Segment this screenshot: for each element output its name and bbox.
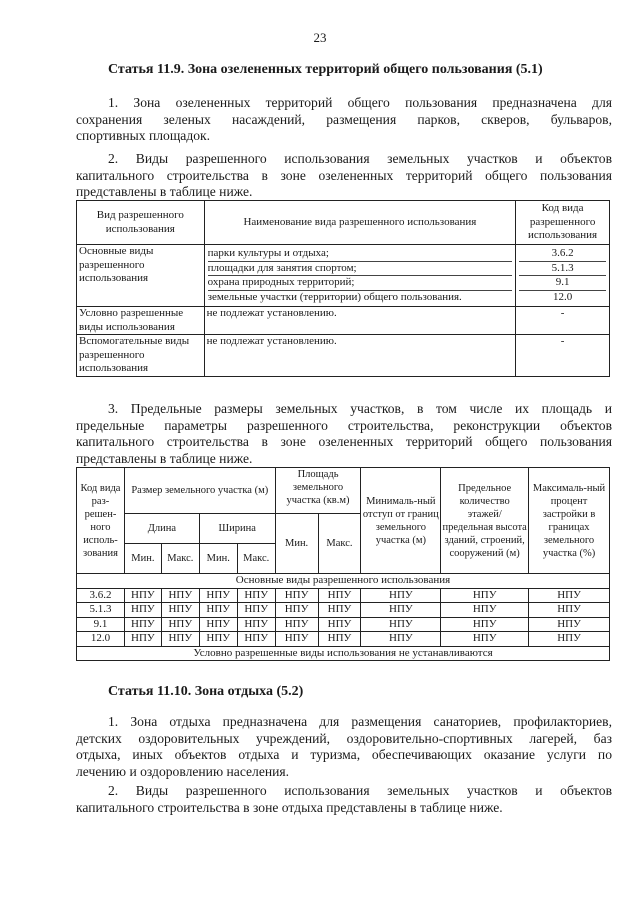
cell: НПУ: [161, 617, 199, 632]
cell: НПУ: [124, 588, 161, 603]
table-row: [77, 603, 610, 618]
row-code: 9.1: [77, 617, 125, 632]
cell: НПУ: [199, 632, 237, 647]
article-11-9-title: Статья 11.9. Зона озелененных территорий общего пользования (5.1): [108, 62, 543, 77]
cell: НПУ: [318, 632, 361, 647]
cell: НПУ: [361, 617, 441, 632]
header-width-min: Мин.: [199, 544, 237, 574]
use-code: 3.6.2: [519, 247, 606, 262]
cell: НПУ: [529, 588, 610, 603]
plot-limits-table: [76, 467, 610, 661]
cell: НПУ: [199, 588, 237, 603]
page-number: 23: [313, 30, 327, 45]
paragraph-line: 2. Виды разрешенного использования земельных участков и объектов: [108, 783, 612, 798]
cell: НПУ: [318, 588, 361, 603]
cell: НПУ: [237, 603, 275, 618]
cell: НПУ: [441, 632, 529, 647]
group-items: [204, 245, 516, 307]
header-length-max: Макс.: [161, 544, 199, 574]
cell: НПУ: [318, 617, 361, 632]
header-max-floors: Предельное количество этажей/ предельная высота зданий, строений, сооружений (м): [441, 468, 529, 574]
table-row: [77, 588, 610, 603]
section-conditional-uses: Условно разрешенные виды использования не устанавливаются: [77, 646, 610, 661]
header-code: Код вида раз-решен-ного исполь-зования: [77, 468, 125, 574]
header-length: Длина: [124, 514, 199, 544]
paragraph-line: лечению и оздоровлению населения.: [76, 763, 290, 779]
paragraph-line: 1. Зона озелененных территорий общего пользования предназначена для: [108, 95, 612, 110]
list-item: площадки для занятия спортом;: [208, 262, 513, 277]
group-text: не подлежат установлению.: [204, 335, 516, 377]
header-max-percent: Максималь-ный процент застройки в границах земельного участка (%): [529, 468, 610, 574]
table-header-row: [77, 468, 610, 514]
paragraph-line: детских оздоровительных учреждений, оздоровительно-спортивных лагерей, баз: [76, 730, 612, 746]
header-plot-area: Площадь земельного участка (кв.м): [275, 468, 361, 514]
cell: НПУ: [199, 603, 237, 618]
header-area-min: Мин.: [275, 514, 318, 574]
row-code: 5.1.3: [77, 603, 125, 618]
header-use-code: Код вида разрешенного использования: [516, 201, 610, 245]
cell: НПУ: [275, 603, 318, 618]
header-use-type: Вид разрешенного использования: [77, 201, 205, 245]
use-code: 12.0: [552, 290, 573, 303]
group-name: Вспомогательные виды разрешенного использования: [77, 335, 205, 377]
paragraph-line: капитального строительства в зоне озелененных территорий общего пользования: [76, 434, 612, 449]
header-length-min: Мин.: [124, 544, 161, 574]
cell: НПУ: [237, 632, 275, 647]
row-code: 3.6.2: [77, 588, 125, 603]
cell: НПУ: [361, 588, 441, 603]
cell: НПУ: [441, 617, 529, 632]
header-width-max: Макс.: [237, 544, 275, 574]
paragraph-line: 1. Зона отдыха предназначена для размещения санаториев, профилакториев,: [108, 714, 612, 729]
article-11-9-paragraph-3: [76, 401, 612, 467]
use-code: 5.1.3: [519, 262, 606, 277]
cell: НПУ: [199, 617, 237, 632]
header-width: Ширина: [199, 514, 275, 544]
list-item: земельные участки (территории) общего пользования.: [207, 290, 462, 303]
cell: НПУ: [529, 617, 610, 632]
cell: НПУ: [124, 603, 161, 618]
use-code: -: [516, 335, 610, 377]
cell: НПУ: [318, 603, 361, 618]
article-11-9-paragraph-1: [76, 95, 612, 145]
group-codes: [516, 245, 610, 307]
paragraph-line: представлены в таблице ниже.: [76, 184, 253, 199]
cell: НПУ: [161, 632, 199, 647]
cell: НПУ: [237, 617, 275, 632]
group-name: Условно разрешенные виды использования: [77, 307, 205, 335]
article-11-9-paragraph-2: [76, 151, 612, 201]
cell: НПУ: [237, 588, 275, 603]
cell: НПУ: [124, 632, 161, 647]
list-item: парки культуры и отдыха;: [208, 247, 513, 262]
paragraph-line: капитального строительства в зоне озелененных территорий общего пользования: [76, 167, 612, 183]
table-row: [77, 245, 610, 307]
use-code: -: [516, 307, 610, 335]
use-code: 9.1: [519, 276, 606, 291]
header-use-name: Наименование вида разрешенного использования: [204, 201, 516, 245]
paragraph-line: представлены в таблице ниже.: [76, 450, 253, 466]
article-11-10-paragraph-1: [76, 714, 612, 780]
cell: НПУ: [275, 632, 318, 647]
cell: НПУ: [161, 603, 199, 618]
header-min-indent: Минималь-ный отступ от границ земельного участка (м): [361, 468, 441, 574]
paragraph-line: спортивных площадок.: [76, 128, 211, 143]
article-11-10-paragraph-2: [76, 783, 612, 816]
paragraph-line: сохранения зеленых насаждений, размещения парков, скверов, бульваров,: [76, 111, 612, 127]
permitted-use-table: [76, 200, 610, 377]
list-item: охрана природных территорий;: [208, 276, 513, 291]
section-main-uses: Основные виды разрешенного использования: [77, 574, 610, 589]
section-row: [77, 574, 610, 589]
cell: НПУ: [441, 603, 529, 618]
table-row: [77, 307, 610, 335]
table-header-row: [77, 201, 610, 245]
cell: НПУ: [529, 632, 610, 647]
header-plot-size: Размер земельного участка (м): [124, 468, 275, 514]
cell: НПУ: [441, 588, 529, 603]
section-row: [77, 646, 610, 661]
group-text: не подлежат установлению.: [204, 307, 516, 335]
article-11-10-title: Статья 11.10. Зона отдыха (5.2): [108, 684, 304, 699]
cell: НПУ: [275, 588, 318, 603]
paragraph-line: отдыха, иных объектов отдыха и туризма, обеспечивающих оказание услуги по: [76, 747, 612, 762]
table-row: [77, 632, 610, 647]
header-area-max: Макс.: [318, 514, 361, 574]
table-row: [77, 335, 610, 377]
table-row: [77, 617, 610, 632]
paragraph-line: капитального строительства в зоне отдыха представлены в таблице ниже.: [76, 799, 503, 815]
row-code: 12.0: [77, 632, 125, 647]
paragraph-line: 2. Виды разрешенного использования земельных участков и объектов: [108, 151, 612, 166]
group-name: Основные виды разрешенного использования: [77, 245, 205, 307]
paragraph-line: предельные параметры разрешенного строительства, реконструкции объектов: [76, 417, 612, 433]
cell: НПУ: [124, 617, 161, 632]
cell: НПУ: [361, 603, 441, 618]
cell: НПУ: [361, 632, 441, 647]
paragraph-line: 3. Предельные размеры земельных участков, в том числе их площадь и: [108, 401, 612, 416]
cell: НПУ: [275, 617, 318, 632]
cell: НПУ: [161, 588, 199, 603]
cell: НПУ: [529, 603, 610, 618]
